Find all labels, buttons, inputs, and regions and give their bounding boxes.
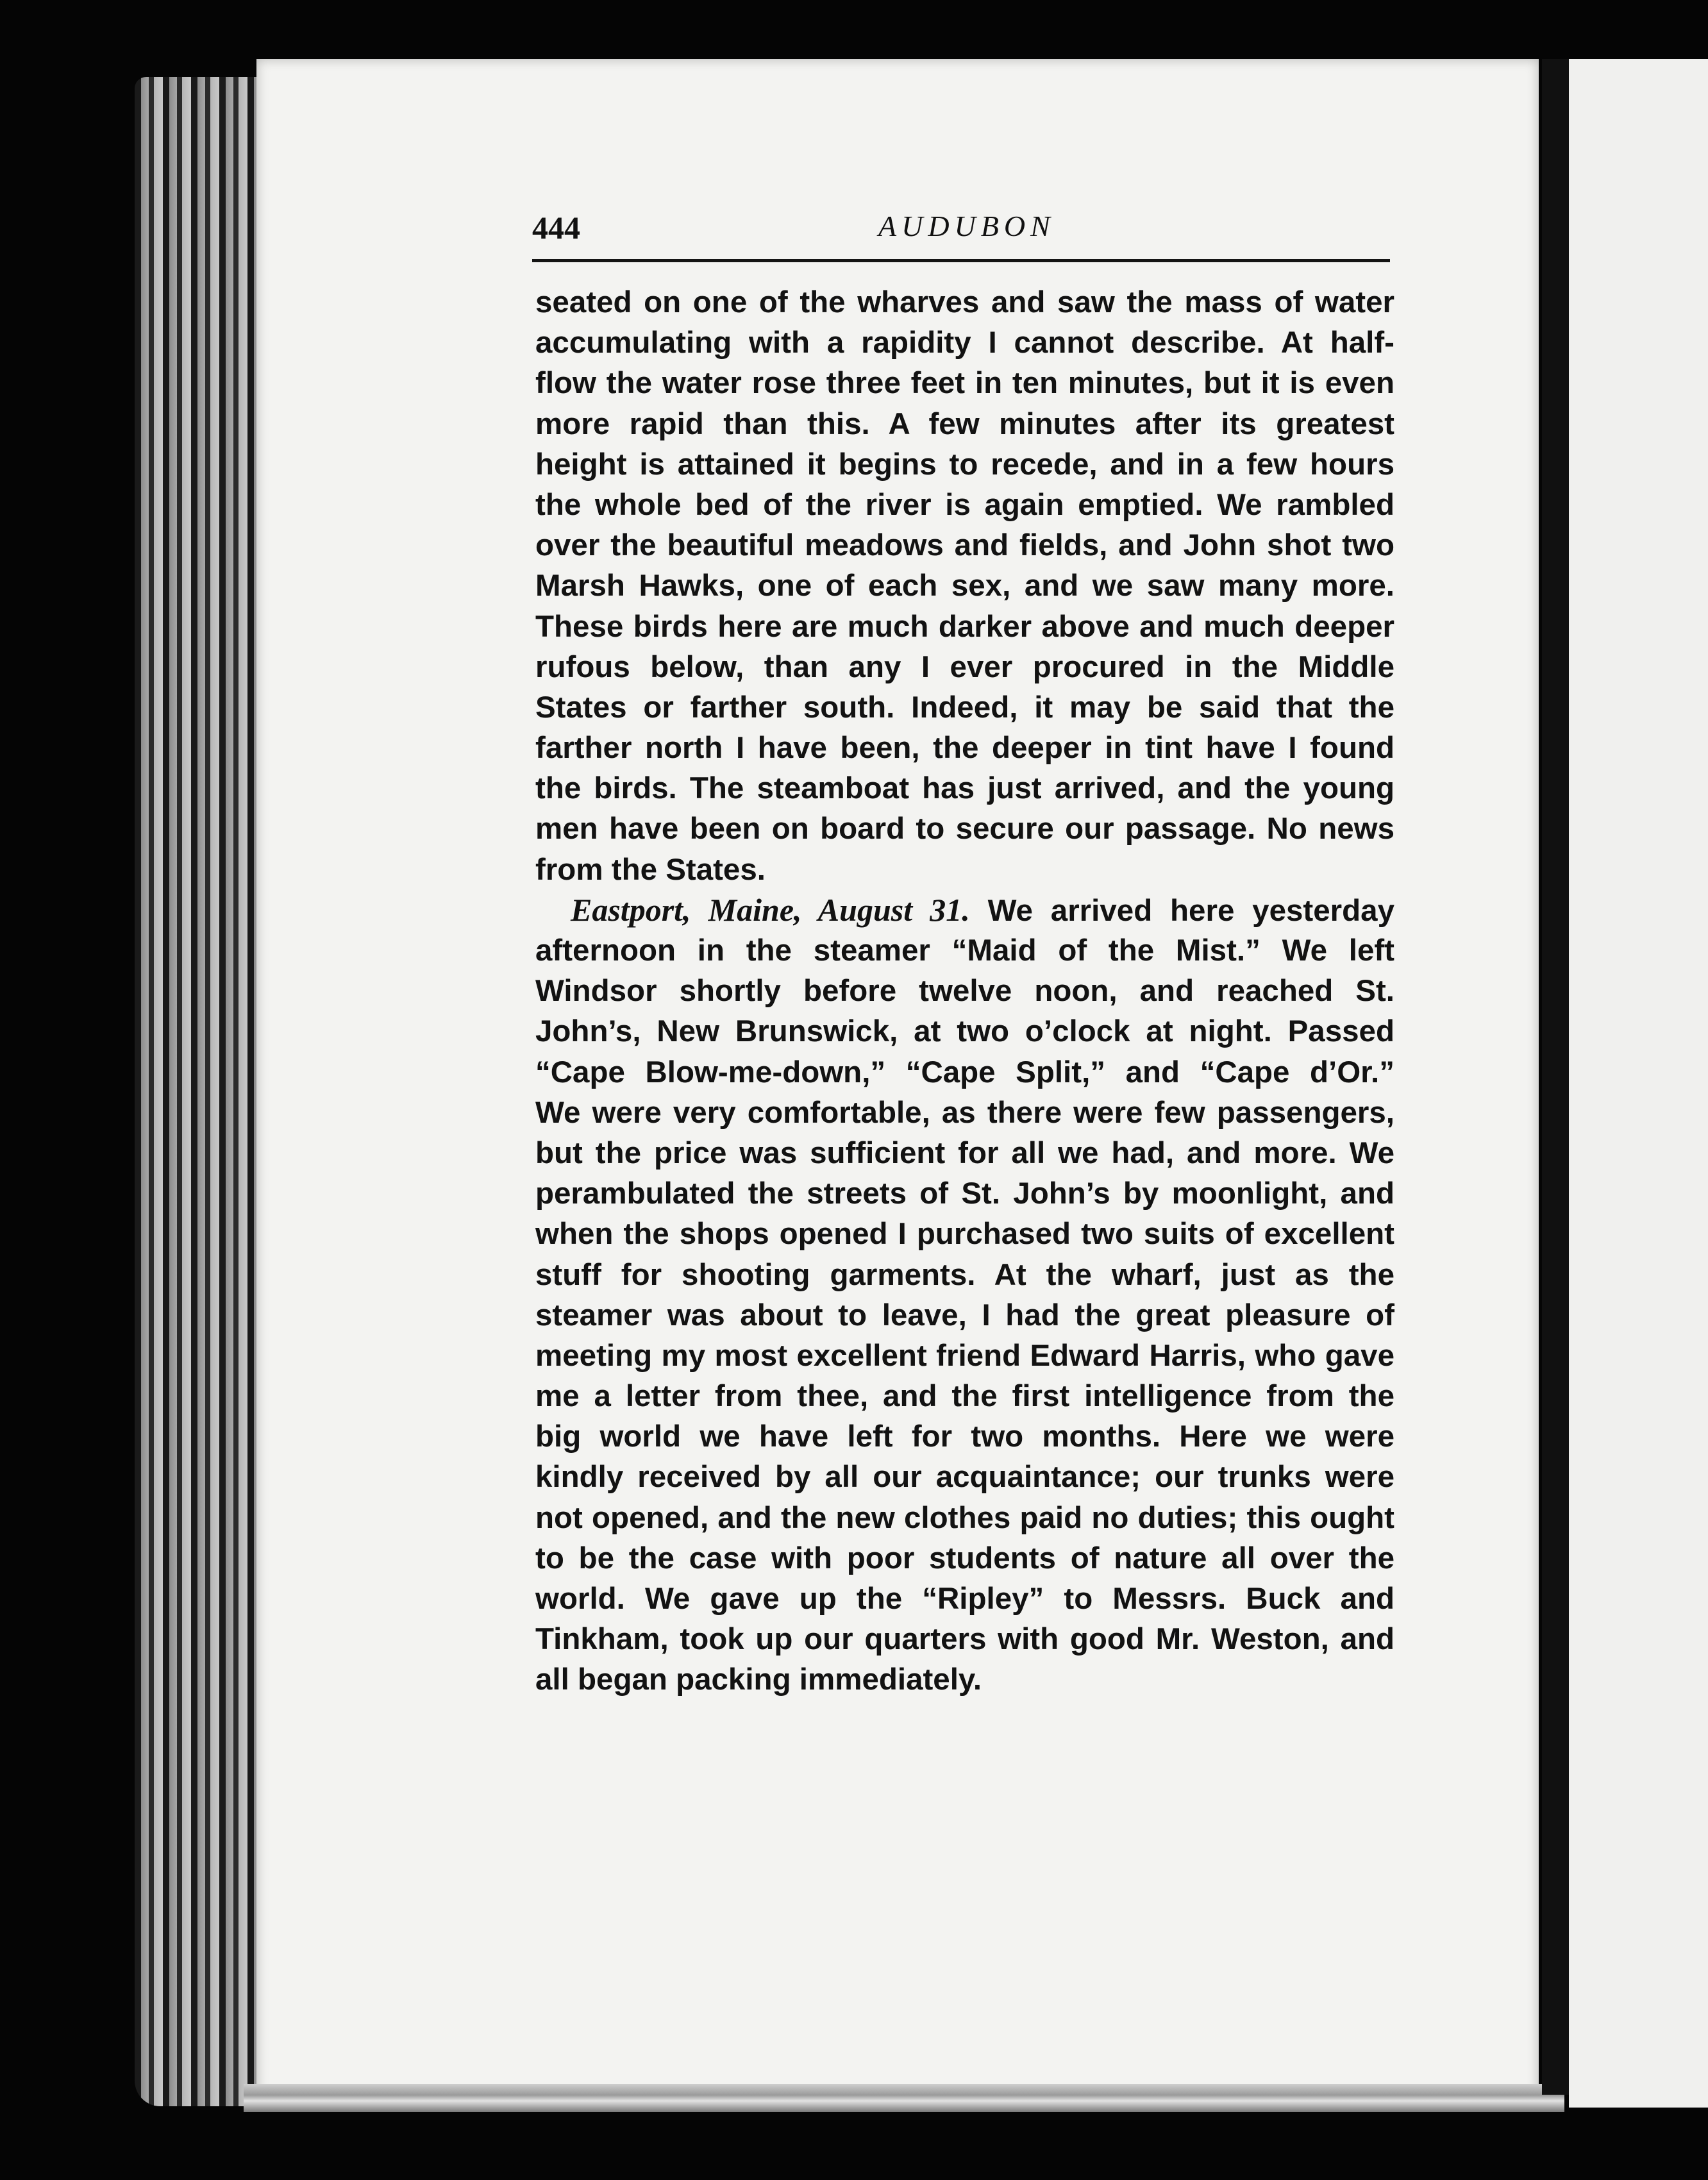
text-line-dateline <box>535 890 1394 930</box>
body-text <box>535 282 1394 1700</box>
text-line: perambulated the streets of St. John’s by moonlight, and <box>535 1177 1394 1211</box>
text-line: but the price was sufficient for all we had, and more. We <box>535 1136 1394 1170</box>
text-line: when the shops opened I purchased two suits of excellent <box>535 1217 1394 1252</box>
running-head: AUDUBON <box>878 210 1055 242</box>
text-line: world. We gave up the “Ripley” to Messrs. Buck and <box>535 1582 1394 1616</box>
book-gutter <box>1542 59 1569 2095</box>
book-page-edges <box>135 77 269 2106</box>
dateline-rest: We arrived here yesterday <box>987 893 1395 928</box>
text-line: These birds here are much darker above and much deeper <box>535 609 1394 644</box>
text-line: men have been on board to secure our passage. No news <box>535 812 1394 846</box>
text-line: “Cape Blow-me-down,” “Cape Split,” and “Cape d’Or.” <box>535 1055 1394 1089</box>
page-header <box>532 204 1388 255</box>
text-line: over the beautiful meadows and fields, and John shot two <box>535 528 1394 563</box>
text-line: flow the water rose three feet in ten minutes, but it is even <box>535 366 1394 401</box>
text-line: the whole bed of the river is again emptied. We rambled <box>535 487 1394 522</box>
text-line: to be the case with poor students of nature all over the <box>535 1541 1394 1575</box>
text-line: more rapid than this. A few minutes after its greatest <box>535 407 1394 441</box>
text-line: meeting my most excellent friend Edward Harris, who gave <box>535 1338 1394 1373</box>
text-line: John’s, New Brunswick, at two o’clock at night. Passed <box>535 1014 1394 1049</box>
text-line: big world we have left for two months. Here we were <box>535 1420 1394 1454</box>
facing-page-edge <box>1569 59 1708 2108</box>
text-line: accumulating with a rapidity I cannot describe. At half- <box>535 326 1394 360</box>
header-rule <box>532 259 1390 262</box>
text-line: afternoon in the steamer “Maid of the Mist.” We left <box>535 934 1394 968</box>
text-line: stuff for shooting garments. At the wharf, just as the <box>535 1257 1394 1292</box>
text-line: me a letter from thee, and the first intelligence from the <box>535 1379 1394 1414</box>
text-line: not opened, and the new clothes paid no duties; this ought <box>535 1500 1394 1535</box>
text-line: steamer was about to leave, I had the great pleasure of <box>535 1298 1394 1332</box>
text-line: rufous below, than any I ever procured in the Middle <box>535 650 1394 684</box>
text-line: Tinkham, took up our quarters with good Mr. Weston, and <box>535 1622 1394 1657</box>
text-line: Windsor shortly before twelve noon, and reached St. <box>535 974 1394 1009</box>
text-line: States or farther south. Indeed, it may be said that the <box>535 690 1394 725</box>
text-line: all began packing immediately. <box>535 1663 982 1697</box>
text-line: Marsh Hawks, one of each sex, and we saw many more. <box>535 569 1394 603</box>
text-line: kindly received by all our acquaintance; our trunks were <box>535 1460 1394 1495</box>
page-bottom-edge <box>244 2084 1564 2112</box>
text-line: farther north I have been, the deeper in tint have I found <box>535 731 1394 766</box>
text-line: seated on one of the wharves and saw the mass of water <box>535 285 1394 319</box>
page-number: 444 <box>532 210 580 246</box>
text-line: the birds. The steamboat has just arrived, and the young <box>535 771 1394 806</box>
text-line: We were very comfortable, as there were few passengers, <box>535 1095 1394 1130</box>
dateline: Eastport, Maine, August 31. <box>571 891 970 928</box>
text-line: height is attained it begins to recede, and in a few hours <box>535 447 1394 482</box>
text-line: from the States. <box>535 852 766 887</box>
